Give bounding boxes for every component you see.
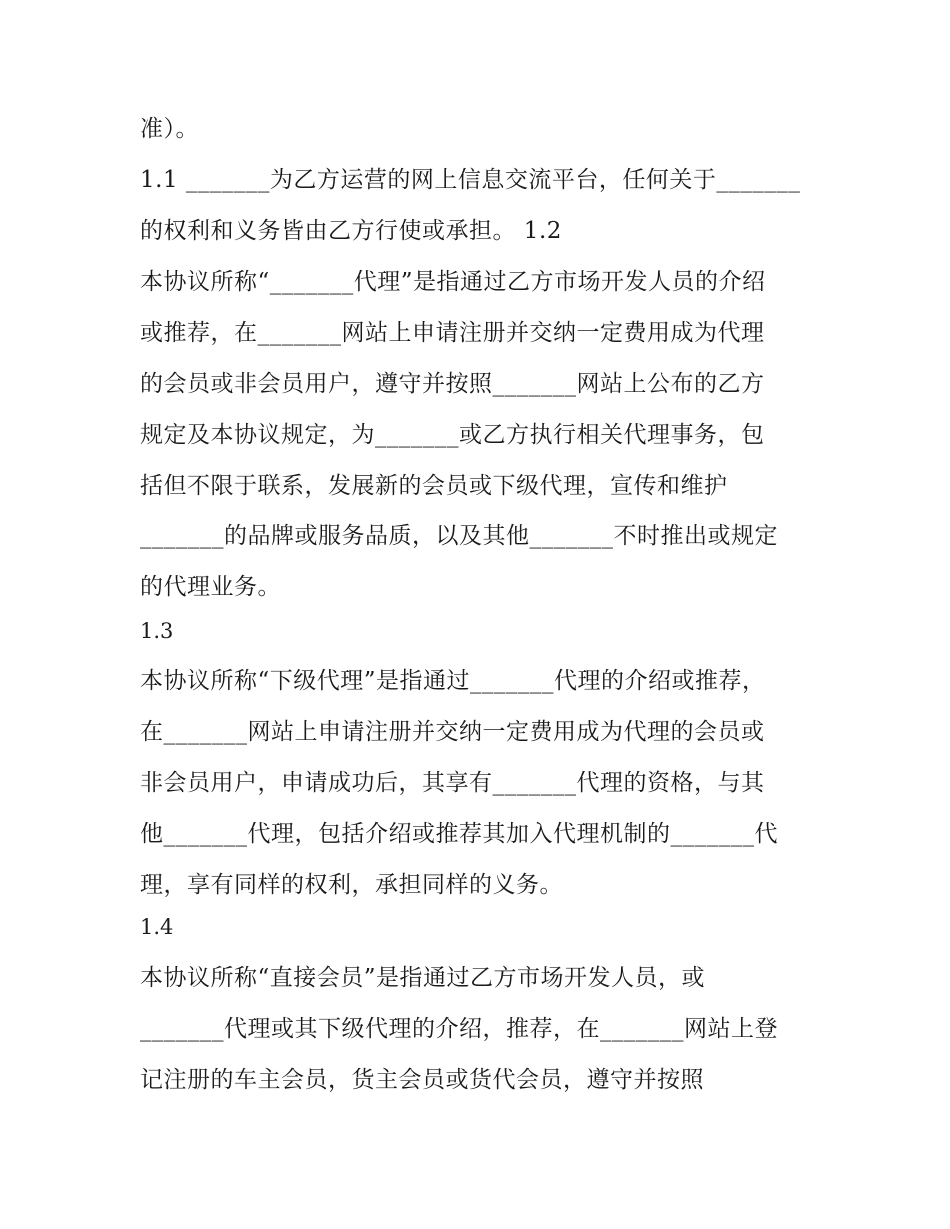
text-line: 准）。 xyxy=(140,116,199,142)
text-line: _______代理或其下级代理的介绍，推荐，在_______网站上登 xyxy=(140,1016,778,1042)
text-line: 记注册的车主会员，货主会员或货代会员，遵守并按照 xyxy=(140,1067,704,1093)
text-line: 本协议所称“_______代理”是指通过乙方市场开发人员的介绍 xyxy=(140,269,766,295)
section-number: 1.3 xyxy=(140,619,174,643)
text-line: 1.1 _______为乙方运营的网上信息交流平台，任何关于_______ xyxy=(140,167,801,193)
text-line: 的代理业务。 xyxy=(140,574,281,600)
text-line: 本协议所称“直接会员”是指通过乙方市场开发人员，或 xyxy=(140,965,706,991)
section-number: 1.4 xyxy=(140,915,174,939)
text-line: 的会员或非会员用户，遵守并按照_______网站上公布的乙方 xyxy=(140,371,765,397)
text-line: 的权利和义务皆由乙方行使或承担。 1.2 xyxy=(140,218,562,244)
text-line: 规定及本协议规定，为_______或乙方执行相关代理事务，包 xyxy=(140,422,765,448)
text-line: 在_______网站上申请注册并交纳一定费用成为代理的会员或 xyxy=(140,719,765,745)
text-line: 理，享有同样的权利，承担同样的义务。 xyxy=(140,872,563,898)
text-line: 括但不限于联系，发展新的会员或下级代理，宣传和维护 xyxy=(140,473,728,499)
text-line: 他_______代理，包括介绍或推荐其加入代理机制的_______代 xyxy=(140,821,778,847)
text-line: 本协议所称“下级代理”是指通过_______代理的介绍或推荐， xyxy=(140,668,766,694)
text-line: _______的品牌或服务品质，以及其他_______不时推出或规定 xyxy=(140,523,778,549)
text-line: 或推荐，在_______网站上申请注册并交纳一定费用成为代理 xyxy=(140,320,765,346)
text-line: 非会员用户，申请成功后，其享有_______代理的资格，与其 xyxy=(140,770,765,796)
